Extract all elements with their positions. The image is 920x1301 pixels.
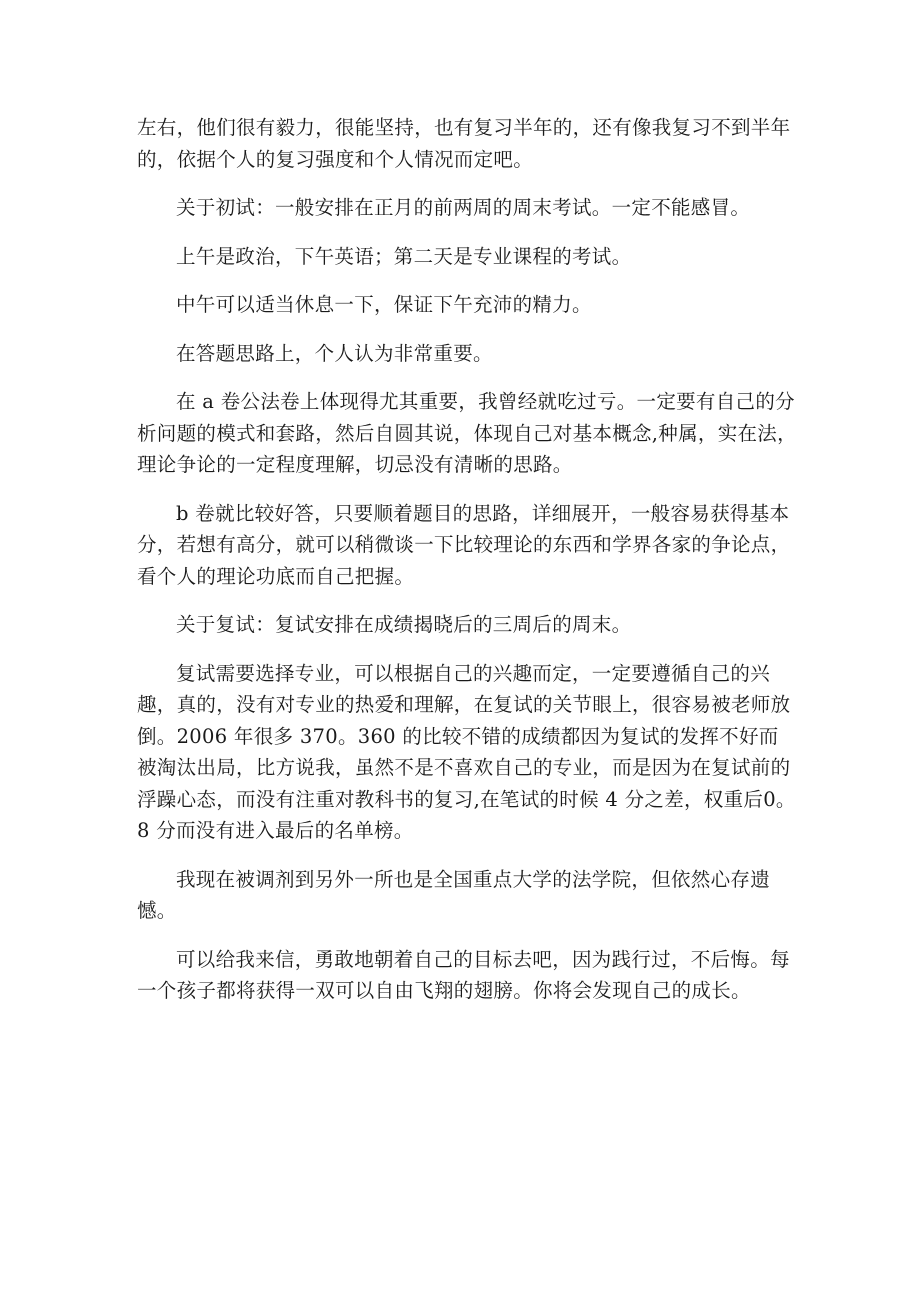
paragraph-2: 关于初试：一般安排在正月的前两周的周末考试。一定不能感冒。 bbox=[176, 196, 751, 219]
paragraph-7: b 卷就比较好答，只要顺着题目的思路，详细展开，一般容易获得基本分，若想有高分，就可以稍微谈一下比较理论的东西和学界各家的争论点，看个人的理论功底而自己把握。 bbox=[137, 501, 791, 588]
document-body bbox=[137, 112, 797, 1024]
paragraph-11: 可以给我来信，勇敢地朝着自己的目标去吧，因为践行过，不后悔。每一个孩子都将获得一双可以自由飞翔的翅膀。你将会发现自己的成长。 bbox=[137, 947, 790, 1002]
paragraph-10: 我现在被调剂到另外一所也是全国重点大学的法学院，但依然心存遗憾。 bbox=[137, 867, 771, 922]
paragraph-9: 复试需要选择专业，可以根据自己的兴趣而定，一定要遵循自己的兴趣，真的，没有对专业的热爱和理解，在复试的关节眼上，很容易被老师放倒。2006 年很多 370。360 的比较不错的成绩都因为复试的发挥不好而被淘汰出局，比方说我，虽然不是不喜欢自己的专业，而是因为在复试前的浮躁心态，而没有注重对教科书的复习,在笔试的时候 4 分之差，权重后0。8 分而没有进入最后的名单榜。 bbox=[137, 661, 796, 842]
paragraph-3: 上午是政治，下午英语；第二天是专业课程的考试。 bbox=[176, 244, 632, 268]
paragraph-5: 在答题思路上，个人认为非常重要。 bbox=[176, 341, 493, 365]
paragraph-1: 左右，他们很有毅力，很能坚持，也有复习半年的，还有像我复习不到半年的，依据个人的复习强度和个人情况而定吧。 bbox=[137, 116, 791, 171]
paragraph-4: 中午可以适当休息一下，保证下午充沛的精力。 bbox=[176, 293, 592, 316]
paragraph-6: 在 a 卷公法卷上体现得尤其重要，我曾经就吃过亏。一定要有自己的分析问题的模式和套路，然后自圆其说，体现自己对基本概念,种属，实在法，理论争论的一定程度理解，切忌没有清晰的思路。 bbox=[137, 390, 797, 476]
paragraph-8: 关于复试：复试安排在成绩揭晓后的三周后的周末。 bbox=[176, 613, 632, 636]
